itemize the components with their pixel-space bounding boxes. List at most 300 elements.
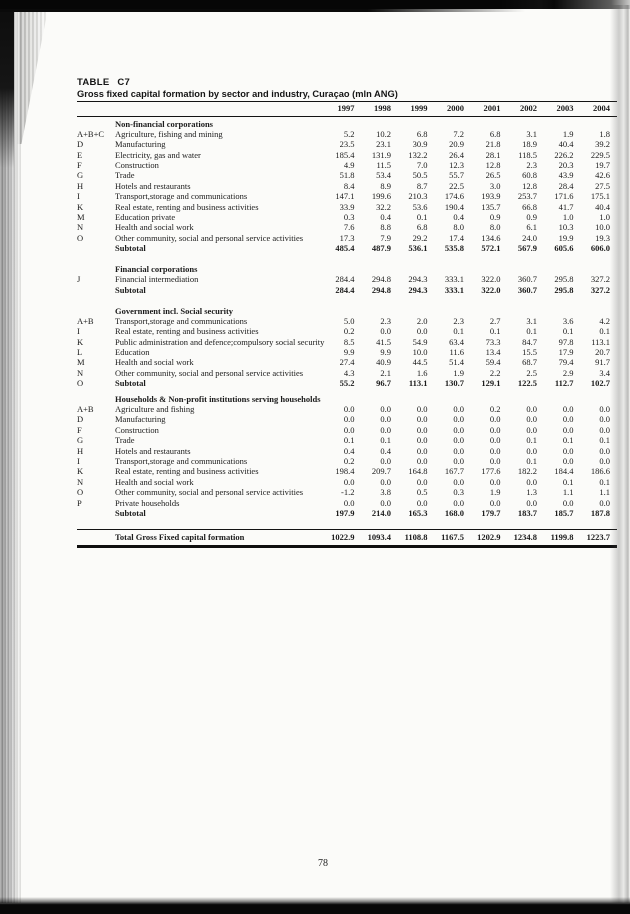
section-header-row <box>77 264 617 274</box>
cell-value: 190.4 <box>444 201 464 212</box>
cell-value: 0.2 <box>343 326 355 337</box>
cell-value: 51.4 <box>449 357 464 368</box>
row-label: Health and social work <box>115 357 194 368</box>
cell-value: 1.8 <box>599 128 610 139</box>
cell-value: 8.4 <box>343 180 355 191</box>
row-label: Private households <box>115 497 180 508</box>
cell-value: 0.0 <box>562 414 574 425</box>
table-row <box>77 274 617 284</box>
cell-value: 214.0 <box>371 507 391 518</box>
cell-value: 0.1 <box>453 326 464 337</box>
cell-value: 0.0 <box>489 445 501 456</box>
cell-value: 0.0 <box>453 404 464 415</box>
table-section <box>77 119 617 254</box>
row-label: Public administration and defence;compulsory social security <box>115 336 325 347</box>
cell-value: 322.0 <box>481 284 501 295</box>
cell-value: 23.1 <box>376 139 391 150</box>
cell-value: 0.0 <box>599 445 610 456</box>
year-column-header: 2002 <box>520 103 537 113</box>
row-label: Transport,storage and communications <box>115 315 248 326</box>
cell-value: 0.0 <box>562 404 574 415</box>
row-label: Construction <box>115 424 159 435</box>
cell-value: 19.3 <box>595 232 610 243</box>
table-row <box>77 378 617 388</box>
cell-value: 0.0 <box>416 497 428 508</box>
row-code: I <box>77 326 80 337</box>
row-label: Transport,storage and communications <box>115 456 248 466</box>
cell-value: 175.1 <box>590 191 610 202</box>
cell-value: 0.0 <box>562 497 574 508</box>
cell-value: 5.0 <box>343 315 355 326</box>
cell-value: 20.7 <box>595 347 610 358</box>
cell-value: 295.8 <box>554 274 574 285</box>
cell-value: 30.9 <box>412 139 428 150</box>
cell-value: 0.9 <box>526 212 537 223</box>
cell-value: 41.7 <box>558 201 574 212</box>
cell-value: 0.0 <box>416 326 428 337</box>
cell-value: 0.0 <box>489 414 501 425</box>
cell-value: 6.8 <box>489 128 501 139</box>
cell-value: 2.3 <box>453 315 464 326</box>
cell-value: 3.8 <box>380 487 391 498</box>
cell-value: 41.5 <box>376 336 391 347</box>
cell-value: 0.0 <box>453 476 464 487</box>
cell-value: 79.4 <box>558 357 574 368</box>
cell-value: 294.8 <box>371 274 391 285</box>
cell-value: 4.3 <box>343 367 355 378</box>
cell-value: 0.0 <box>416 445 428 456</box>
table-row <box>77 191 617 201</box>
row-code: F <box>77 160 82 171</box>
cell-value: 132.2 <box>408 149 428 160</box>
cell-value: 182.2 <box>517 466 537 477</box>
cell-value: 1.0 <box>562 212 574 223</box>
cell-value: 8.8 <box>380 222 391 233</box>
cell-value: 572.1 <box>481 243 501 254</box>
table-row <box>77 404 617 414</box>
row-code: A+B+C <box>77 128 105 139</box>
cell-value: 134.6 <box>481 232 501 243</box>
cell-value: 10.0 <box>595 222 610 233</box>
table-section <box>77 306 617 389</box>
row-label: Subtotal <box>115 243 146 254</box>
cell-value: 0.0 <box>380 404 391 415</box>
cell-value: 322.0 <box>481 274 501 285</box>
cell-value: 7.6 <box>343 222 355 233</box>
table-row <box>77 129 617 139</box>
cell-value: 3.4 <box>599 367 610 378</box>
cell-value: 0.0 <box>489 435 501 446</box>
cell-value: 50.5 <box>412 170 428 181</box>
total-value: 1223.7 <box>586 532 610 543</box>
table-row <box>77 435 617 445</box>
cell-value: 0.1 <box>599 326 610 337</box>
cell-value: 2.7 <box>489 315 501 326</box>
cell-value: 3.6 <box>562 315 574 326</box>
cell-value: 12.8 <box>522 180 537 191</box>
cell-value: 485.4 <box>335 243 355 254</box>
table-row <box>77 337 617 347</box>
table-section <box>77 264 617 295</box>
year-column-header: 1997 <box>337 103 355 113</box>
cell-value: 179.7 <box>481 507 501 518</box>
cell-value: 0.0 <box>599 404 610 415</box>
cell-value: 0.0 <box>599 497 610 508</box>
total-value: 1234.8 <box>513 532 537 543</box>
row-label: Other community, social and personal service activities <box>115 232 304 243</box>
cell-value: 0.0 <box>416 414 428 425</box>
cell-value: 0.2 <box>343 456 355 466</box>
row-code: N <box>77 476 84 487</box>
cell-value: 129.1 <box>481 378 501 389</box>
cell-value: 0.1 <box>526 326 537 337</box>
cell-value: 0.1 <box>526 456 537 466</box>
cell-value: 0.0 <box>380 456 391 466</box>
row-code <box>77 264 115 274</box>
row-code: E <box>77 149 83 160</box>
cell-value: 63.4 <box>449 336 464 347</box>
cell-value: 68.7 <box>522 357 537 368</box>
cell-value: 187.8 <box>590 507 610 518</box>
table-row <box>77 316 617 326</box>
row-label: Electricity, gas and water <box>115 149 201 160</box>
row-code: G <box>77 170 84 181</box>
row-code: K <box>77 466 84 477</box>
table-row <box>77 160 617 170</box>
cell-value: 21.8 <box>485 139 501 150</box>
cell-value: 4.2 <box>599 315 610 326</box>
cell-value: 0.0 <box>380 326 391 337</box>
cell-value: 0.0 <box>489 424 501 435</box>
cell-value: 66.8 <box>522 201 537 212</box>
cell-value: 6.1 <box>526 222 537 233</box>
cell-value: 9.9 <box>343 347 355 358</box>
table-row <box>77 508 617 518</box>
cell-value: 1.3 <box>526 487 537 498</box>
cell-value: 5.2 <box>343 128 355 139</box>
cell-value: 53.4 <box>376 170 391 181</box>
row-label: Other community, social and personal service activities <box>115 487 304 498</box>
cell-value: 0.0 <box>489 476 501 487</box>
year-column-header: 1999 <box>410 103 428 113</box>
cell-value: 294.3 <box>408 274 428 285</box>
cell-value: 28.4 <box>558 180 574 191</box>
cell-value: 0.0 <box>416 424 428 435</box>
scan-top-bar <box>0 0 630 9</box>
cell-value: 253.7 <box>517 191 537 202</box>
cell-value: 27.5 <box>595 180 610 191</box>
cell-value: 2.1 <box>380 367 391 378</box>
cell-value: 0.0 <box>453 435 464 446</box>
cell-value: 0.0 <box>453 424 464 435</box>
cell-value: 0.0 <box>380 476 391 487</box>
cell-value: 26.4 <box>449 149 464 160</box>
cell-value: 7.2 <box>453 128 464 139</box>
cell-value: 0.0 <box>343 476 355 487</box>
years-row-label-spacer <box>115 102 321 114</box>
row-label: Construction <box>115 160 159 171</box>
cell-value: 171.6 <box>554 191 574 202</box>
cell-value: 130.7 <box>444 378 464 389</box>
row-code <box>77 508 115 518</box>
cell-value: 2.3 <box>380 315 391 326</box>
total-value: 1202.9 <box>477 532 501 543</box>
table-row <box>77 222 617 232</box>
row-code: D <box>77 414 84 425</box>
cell-value: 0.0 <box>416 435 428 446</box>
table-c7 <box>77 78 617 548</box>
cell-value: 0.0 <box>453 445 464 456</box>
cell-value: 135.7 <box>481 201 501 212</box>
row-label: Transport,storage and communications <box>115 191 248 202</box>
cell-value: 3.1 <box>526 128 537 139</box>
year-column-header: 1998 <box>374 103 391 113</box>
years-rule <box>77 116 617 117</box>
cell-value: 40.4 <box>558 139 574 150</box>
row-label: Subtotal <box>115 378 146 389</box>
cell-value: -1.2 <box>341 487 355 498</box>
total-value: 1199.8 <box>550 532 574 543</box>
cell-value: 2.0 <box>416 315 428 326</box>
row-label: Real estate, renting and business activities <box>115 466 259 477</box>
years-row <box>77 102 617 114</box>
cell-value: 0.4 <box>380 445 391 456</box>
section-title: Financial corporations <box>115 263 198 274</box>
cell-value: 184.4 <box>554 466 574 477</box>
cell-value: 42.6 <box>595 170 610 181</box>
cell-value: 2.3 <box>526 160 537 171</box>
row-code: F <box>77 424 82 435</box>
table-row <box>77 285 617 295</box>
section-header-row <box>77 306 617 316</box>
cell-value: 10.0 <box>412 347 428 358</box>
cell-value: 113.1 <box>591 336 610 347</box>
cell-value: 7.0 <box>416 160 428 171</box>
cell-value: 39.2 <box>595 139 610 150</box>
row-code: A+B <box>77 404 94 415</box>
cell-value: 118.5 <box>518 149 537 160</box>
cell-value: 0.1 <box>526 435 537 446</box>
cell-value: 0.1 <box>599 435 610 446</box>
cell-value: 360.7 <box>517 274 537 285</box>
cell-value: 20.9 <box>449 139 464 150</box>
section-header-row <box>77 394 617 404</box>
cell-value: 2.2 <box>489 367 501 378</box>
cell-value: 327.2 <box>590 274 610 285</box>
cell-value: 91.7 <box>595 357 610 368</box>
row-label: Subtotal <box>115 507 146 518</box>
cell-value: 113.1 <box>408 378 428 389</box>
row-code <box>77 530 115 545</box>
years-row-code-spacer <box>77 102 115 114</box>
row-code <box>77 285 115 295</box>
row-label: Real estate, renting and business activities <box>115 201 259 212</box>
table-row <box>77 498 617 508</box>
cell-value: 1.0 <box>599 212 610 223</box>
scan-left-edge-dark <box>0 8 14 168</box>
cell-value: 0.0 <box>489 497 501 508</box>
table-label: TABLE C7 <box>77 77 131 88</box>
cell-value: 112.7 <box>554 378 574 389</box>
cell-value: 131.9 <box>371 149 391 160</box>
row-code <box>77 394 115 404</box>
page-number: 78 <box>318 858 328 869</box>
cell-value: 0.0 <box>380 424 391 435</box>
table-row <box>77 466 617 476</box>
cell-value: 3.1 <box>526 315 537 326</box>
cell-value: 0.0 <box>380 497 391 508</box>
cell-value: 185.4 <box>335 149 355 160</box>
section-title: Government incl. Social security <box>115 305 234 316</box>
cell-value: 295.8 <box>554 284 574 295</box>
year-column-header: 2004 <box>593 103 610 113</box>
cell-value: 183.7 <box>517 507 537 518</box>
cell-value: 44.5 <box>412 357 428 368</box>
cell-value: 0.1 <box>489 326 501 337</box>
cell-value: 43.9 <box>558 170 574 181</box>
cell-value: 0.0 <box>562 456 574 466</box>
section-title: Non-financial corporations <box>115 118 213 129</box>
cell-value: 15.5 <box>522 347 537 358</box>
cell-value: 22.5 <box>449 180 464 191</box>
cell-value: 605.6 <box>554 243 574 254</box>
cell-value: 147.1 <box>335 191 355 202</box>
cell-value: 1.9 <box>489 487 501 498</box>
cell-value: 17.4 <box>449 232 464 243</box>
table-row <box>77 243 617 253</box>
cell-value: 198.4 <box>335 466 355 477</box>
cell-value: 0.1 <box>343 435 355 446</box>
cell-value: 567.9 <box>517 243 537 254</box>
cell-value: 97.8 <box>558 336 574 347</box>
cell-value: 10.3 <box>558 222 574 233</box>
row-code: H <box>77 180 84 191</box>
total-value: 1093.4 <box>367 532 391 543</box>
row-label: Manufacturing <box>115 139 166 150</box>
row-code: N <box>77 367 84 378</box>
cell-value: 53.6 <box>412 201 428 212</box>
cell-value: 197.9 <box>335 507 355 518</box>
cell-value: 0.0 <box>526 404 537 415</box>
cell-value: 226.2 <box>554 149 574 160</box>
cell-value: 174.6 <box>444 191 464 202</box>
cell-value: 164.8 <box>408 466 428 477</box>
cell-value: 8.5 <box>343 336 355 347</box>
row-label: Hotels and restaurants <box>115 180 191 191</box>
row-code: J <box>77 274 81 285</box>
cell-value: 55.7 <box>449 170 464 181</box>
row-label: Trade <box>115 435 135 446</box>
cell-value: 0.4 <box>453 212 464 223</box>
row-label: Trade <box>115 170 135 181</box>
cell-value: 0.1 <box>599 476 610 487</box>
row-code: M <box>77 357 85 368</box>
cell-value: 0.0 <box>343 404 355 415</box>
table-row <box>77 456 617 466</box>
cell-value: 6.8 <box>416 222 428 233</box>
cell-value: 60.8 <box>522 170 537 181</box>
year-column-header: 2000 <box>447 103 464 113</box>
year-column-header: 2001 <box>483 103 501 113</box>
cell-value: 102.7 <box>590 378 610 389</box>
row-code: L <box>77 347 83 358</box>
table-row <box>77 150 617 160</box>
row-label: Manufacturing <box>115 414 166 425</box>
cell-value: 27.4 <box>339 357 355 368</box>
cell-value: 8.7 <box>416 180 428 191</box>
table-row <box>77 202 617 212</box>
cell-value: 8.9 <box>380 180 391 191</box>
cell-value: 17.9 <box>558 347 574 358</box>
cell-value: 0.0 <box>562 445 574 456</box>
cell-value: 165.3 <box>408 507 428 518</box>
row-label: Agriculture and fishing <box>115 404 195 415</box>
cell-value: 23.5 <box>339 139 355 150</box>
cell-value: 13.4 <box>485 347 501 358</box>
table-row <box>77 477 617 487</box>
table-row <box>77 446 617 456</box>
cell-value: 0.0 <box>526 445 537 456</box>
cell-value: 55.2 <box>339 378 355 389</box>
cell-value: 29.2 <box>412 232 428 243</box>
total-value: 1167.5 <box>441 532 464 543</box>
cell-value: 294.3 <box>408 284 428 295</box>
row-label: Financial intermediation <box>115 274 199 285</box>
cell-value: 199.6 <box>371 191 391 202</box>
scan-top-bar-lower <box>0 9 525 12</box>
row-code: G <box>77 435 84 446</box>
cell-value: 12.3 <box>449 160 464 171</box>
cell-value: 0.0 <box>526 497 537 508</box>
section-title: Households & Non-profit institutions serving households <box>115 393 321 404</box>
row-code: O <box>77 487 84 498</box>
cell-value: 535.8 <box>444 243 464 254</box>
cell-value: 20.3 <box>558 160 574 171</box>
row-label: Education private <box>115 212 176 223</box>
cell-value: 0.0 <box>453 456 464 466</box>
row-label: Health and social work <box>115 222 194 233</box>
cell-value: 73.3 <box>485 336 501 347</box>
cell-value: 0.0 <box>416 404 428 415</box>
cell-value: 360.7 <box>517 284 537 295</box>
cell-value: 0.3 <box>453 487 464 498</box>
cell-value: 229.5 <box>590 149 610 160</box>
cell-value: 186.6 <box>590 466 610 477</box>
cell-value: 284.4 <box>335 274 355 285</box>
table-row <box>77 414 617 424</box>
cell-value: 284.4 <box>335 284 355 295</box>
cell-value: 84.7 <box>522 336 537 347</box>
cell-value: 209.7 <box>371 466 391 477</box>
cell-value: 0.0 <box>453 497 464 508</box>
cell-value: 33.9 <box>339 201 355 212</box>
cell-value: 7.9 <box>380 232 391 243</box>
cell-value: 17.3 <box>339 232 355 243</box>
cell-value: 1.6 <box>416 367 428 378</box>
table-row <box>77 487 617 497</box>
cell-value: 0.0 <box>599 456 610 466</box>
cell-value: 0.0 <box>526 476 537 487</box>
cell-value: 12.8 <box>485 160 501 171</box>
row-code: K <box>77 336 84 347</box>
cell-value: 0.0 <box>416 476 428 487</box>
cell-value: 536.1 <box>408 243 428 254</box>
table-row <box>77 212 617 222</box>
cell-value: 0.3 <box>343 212 355 223</box>
table-row <box>77 357 617 367</box>
table-title: Gross fixed capital formation by sector and industry, Curaçao (mln ANG) <box>77 89 398 99</box>
cell-value: 0.0 <box>526 424 537 435</box>
